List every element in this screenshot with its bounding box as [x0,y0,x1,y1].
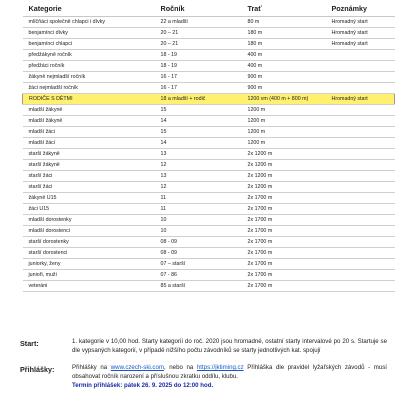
cell-trat: 2x 1700 m [242,259,326,270]
table-row [23,138,395,149]
race-categories-table [22,0,395,292]
cell-trat: 1200 m [242,116,326,127]
cell-kategorie: žáci nejmladší ročník [23,83,155,94]
table-body [23,17,395,292]
table-header-row [23,0,395,17]
table-row [23,72,395,83]
cell-rocnik: 18 a mladší + rodič [155,94,242,105]
header-poznamky: Poznámky [326,0,395,17]
cell-kategorie: žákyně U15 [23,193,155,204]
table-row [23,61,395,72]
cell-poznamky [326,105,395,116]
cell-poznamky [326,127,395,138]
cell-trat: 80 m [242,17,326,28]
table-row [23,270,395,281]
cell-kategorie: starší žákyně [23,160,155,171]
cell-kategorie: starší dorostenci [23,248,155,259]
cell-trat: 2x 1200 m [242,149,326,160]
registration-text-after-link: Přihláška dle pravidel lyžařských závodů - musí obsahovat ročník narození a příslušnou zkratku oddílu, klubu. [72,363,387,380]
cell-poznamky [326,270,395,281]
cell-trat: 1200 m [242,138,326,149]
cell-trat: 1200 m [242,105,326,116]
cell-kategorie: starší žáci [23,182,155,193]
cell-poznamky [326,50,395,61]
cell-trat: 2x 1200 m [242,171,326,182]
cell-rocnik: 18 - 19 [155,61,242,72]
cell-kategorie: veteráni [23,281,155,292]
cell-rocnik: 07 - 86 [155,270,242,281]
cell-kategorie: mladší dorostenky [23,215,155,226]
cell-rocnik: 08 - 09 [155,237,242,248]
cell-poznamky: Hromadný start [326,28,395,39]
registration-info-row [20,364,392,390]
cell-trat: 2x 1200 m [242,182,326,193]
table-row [23,204,395,215]
cell-poznamky [326,116,395,127]
cell-trat: 400 m [242,61,326,72]
table-row [23,248,395,259]
registration-label: Přihlášky: [20,364,55,374]
cell-kategorie: starší žáci [23,171,155,182]
cell-kategorie: mlíčňáci společně chlapci i dívky [23,17,155,28]
table-row [23,182,395,193]
cell-rocnik: 13 [155,171,242,182]
cell-rocnik: 07 – starší [155,259,242,270]
cell-kategorie: starší dorostenky [23,237,155,248]
cell-kategorie: mladší žáci [23,138,155,149]
cell-kategorie: benjamínci dívky [23,28,155,39]
table-row [23,160,395,171]
cell-trat: 900 m [242,83,326,94]
cell-kategorie: předžáci ročník [23,61,155,72]
cell-poznamky [326,160,395,171]
cell-trat: 180 m [242,28,326,39]
cell-kategorie: benjamínci chlapci [23,39,155,50]
cell-trat: 2x 1700 m [242,193,326,204]
cell-rocnik: 12 [155,182,242,193]
table-row [23,127,395,138]
cell-poznamky [326,61,395,72]
start-label: Start: [20,339,39,348]
cell-poznamky [326,237,395,248]
cell-rocnik: 16 - 17 [155,83,242,94]
cell-poznamky [326,204,395,215]
registration-text-before-link: Přihlášky na [72,363,111,371]
cell-trat: 2x 1700 m [242,237,326,248]
cell-rocnik: 11 [155,204,242,215]
cell-rocnik: 20 – 21 [155,28,242,39]
cell-trat: 2x 1700 m [242,204,326,215]
cell-poznamky [326,248,395,259]
table-row [23,28,395,39]
cell-rocnik: 15 [155,127,242,138]
cell-kategorie: starší žákyně [23,149,155,160]
header-trat: Trať [242,0,326,17]
cell-trat: 1200 vm (400 m + 800 m) [242,94,326,105]
cell-trat: 900 m [242,72,326,83]
cell-kategorie: mladší žáci [23,127,155,138]
cell-trat: 2x 1700 m [242,215,326,226]
table-row [23,105,395,116]
table-row [23,226,395,237]
cell-kategorie: mladší žákyně [23,116,155,127]
registration-text [72,364,387,390]
table-row [23,215,395,226]
header-kategorie: Kategorie [23,0,155,17]
start-info-row [20,338,392,356]
table-row [23,259,395,270]
cell-kategorie: junioři, muži [23,270,155,281]
cell-kategorie: RODIČE S DĚTMI [23,94,155,105]
cell-poznamky: Hromadný start [326,17,395,28]
cell-kategorie: předžákyně ročník [23,50,155,61]
cell-poznamky [326,182,395,193]
cell-poznamky [326,259,395,270]
table-row [23,171,395,182]
table-row [23,83,395,94]
cell-kategorie: mladší žákyně [23,105,155,116]
cell-poznamky [326,149,395,160]
cell-poznamky [326,171,395,182]
cell-poznamky [326,281,395,292]
cell-rocnik: 11 [155,193,242,204]
cell-rocnik: 18 - 19 [155,50,242,61]
jktiming-link[interactable]: https://jktiming.cz [196,363,244,371]
table-row [23,50,395,61]
czech-ski-link[interactable]: www.czech-ski.com [110,363,164,371]
race-info-section [20,338,392,390]
cell-rocnik: 08 - 09 [155,248,242,259]
cell-rocnik: 20 – 21 [155,39,242,50]
table-row [23,237,395,248]
cell-rocnik: 14 [155,138,242,149]
cell-rocnik: 14 [155,116,242,127]
table-row [23,281,395,292]
cell-trat: 2x 1700 m [242,281,326,292]
cell-kategorie: mladší dorostenci [23,226,155,237]
cell-trat: 2x 1200 m [242,160,326,171]
cell-trat: 2x 1700 m [242,270,326,281]
cell-trat: 2x 1700 m [242,226,326,237]
header-rocnik: Ročník [155,0,242,17]
cell-poznamky: Hromadný start [326,94,395,105]
cell-rocnik: 15 [155,105,242,116]
cell-poznamky: Hromadný start [326,39,395,50]
registration-text-between-links: , nebo na [163,363,197,371]
cell-trat: 1200 m [242,127,326,138]
cell-rocnik: 10 [155,215,242,226]
cell-poznamky [326,193,395,204]
table-row [23,149,395,160]
cell-trat: 2x 1700 m [242,248,326,259]
table-row [23,39,395,50]
cell-kategorie: žáci U15 [23,204,155,215]
table-row-highlighted [23,94,395,105]
cell-kategorie: juniorky, ženy [23,259,155,270]
cell-poznamky [326,138,395,149]
cell-trat: 180 m [242,39,326,50]
cell-poznamky [326,72,395,83]
cell-rocnik: 12 [155,160,242,171]
start-text: 1. kategorie v 10,00 hod. Starty kategorií do roč. 2020 jsou hromadné, ostatní starty intervalové po 20 s. Startuje se dle vypsaných kategorií, v případě nižšího počtu závodníků se starty jednotlivých kat. spojují [72,338,387,354]
cell-rocnik: 22 a mladší [155,17,242,28]
cell-kategorie: žákyně nejmladší ročník [23,72,155,83]
cell-poznamky [326,226,395,237]
table-row [23,116,395,127]
cell-rocnik: 85 a starší [155,281,242,292]
registration-deadline: Termín přihlášek: pátek 26. 9. 2025 do 12:00 hod. [72,381,214,389]
cell-trat: 400 m [242,50,326,61]
cell-poznamky [326,215,395,226]
cell-rocnik: 13 [155,149,242,160]
cell-poznamky [326,83,395,94]
table-row [23,193,395,204]
table-row [23,17,395,28]
cell-rocnik: 16 - 17 [155,72,242,83]
cell-rocnik: 10 [155,226,242,237]
